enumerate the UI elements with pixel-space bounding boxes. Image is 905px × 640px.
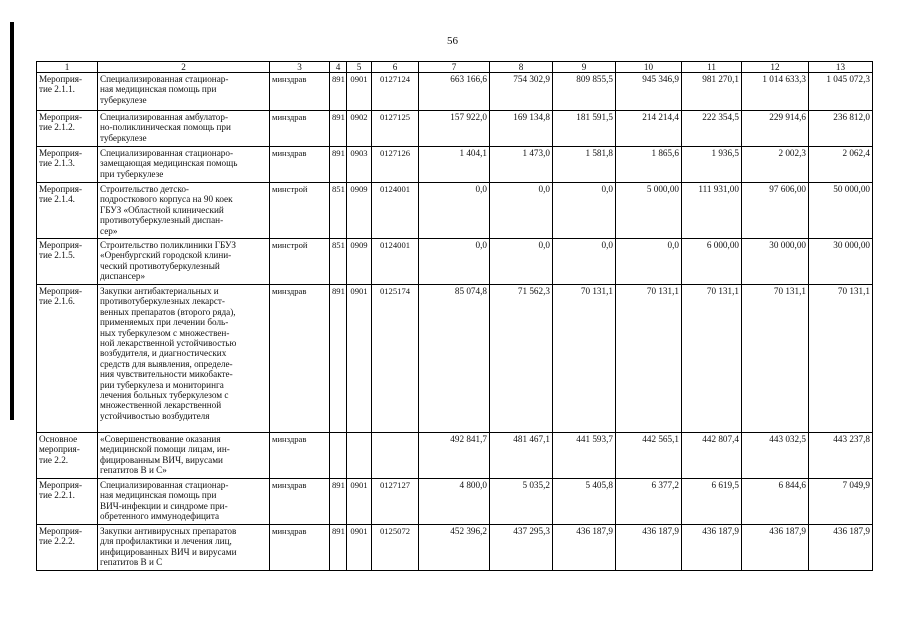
header-cell: 4 — [330, 62, 347, 73]
table-row — [37, 111, 873, 147]
table-row — [37, 73, 873, 111]
funding-value-cell: 436 187,9 — [616, 525, 682, 571]
executor-cell: минстрой — [270, 239, 330, 285]
funding-value-cell: 5 405,8 — [553, 479, 616, 525]
funding-value-cell: 436 187,9 — [809, 525, 873, 571]
header-cell: 1 — [37, 62, 98, 73]
funding-value-cell: 6 844,6 — [742, 479, 809, 525]
funding-value-cell: 236 812,0 — [809, 111, 873, 147]
header-cell: 8 — [490, 62, 553, 73]
header-row — [37, 62, 873, 73]
funding-value-cell: 1 014 633,3 — [742, 73, 809, 111]
header-cell: 6 — [372, 62, 419, 73]
measure-name-cell: Закупки антивирусных препаратов для профилактики и лечения лиц, инфицированных ВИЧ и вирусами гепатитов В и С — [98, 525, 270, 571]
measure-name-cell: Строительство поликлиники ГБУЗ «Оренбургский городской клини- ческий противотуберкулезный диспансер» — [98, 239, 270, 285]
funding-value-cell: 70 131,1 — [809, 285, 873, 433]
target-article-cell: 0127124 — [372, 73, 419, 111]
measure-code-cell: Мероприя- тие 2.1.3. — [37, 147, 98, 183]
page-number: 56 — [447, 35, 458, 47]
executor-cell: минстрой — [270, 183, 330, 239]
funding-value-cell: 5 000,00 — [616, 183, 682, 239]
funding-value-cell: 1 404,1 — [419, 147, 490, 183]
measure-code-cell: Мероприя- тие 2.1.2. — [37, 111, 98, 147]
target-article-cell: 0127125 — [372, 111, 419, 147]
table-row — [37, 285, 873, 433]
section-code-cell: 0903 — [347, 147, 372, 183]
measure-code-cell: Мероприя- тие 2.1.6. — [37, 285, 98, 433]
funding-value-cell: 214 214,4 — [616, 111, 682, 147]
budget-table — [36, 61, 873, 571]
funding-value-cell: 809 855,5 — [553, 73, 616, 111]
funding-value-cell: 30 000,00 — [742, 239, 809, 285]
header-cell: 2 — [98, 62, 270, 73]
measure-code-cell: Основное мероприя- тие 2.2. — [37, 433, 98, 479]
funding-value-cell: 70 131,1 — [616, 285, 682, 433]
table-body — [37, 62, 873, 571]
table-row — [37, 183, 873, 239]
grbs-code-cell: 891 — [330, 147, 347, 183]
funding-value-cell: 436 187,9 — [553, 525, 616, 571]
header-cell: 5 — [347, 62, 372, 73]
executor-cell: минздрав — [270, 285, 330, 433]
grbs-code-cell: 891 — [330, 479, 347, 525]
funding-value-cell: 0,0 — [419, 239, 490, 285]
header-cell: 3 — [270, 62, 330, 73]
measure-code-cell: Мероприя- тие 2.1.5. — [37, 239, 98, 285]
section-code-cell: 0901 — [347, 525, 372, 571]
section-code-cell — [347, 433, 372, 479]
section-code-cell: 0901 — [347, 285, 372, 433]
funding-value-cell: 443 032,5 — [742, 433, 809, 479]
funding-value-cell: 4 800,0 — [419, 479, 490, 525]
funding-value-cell: 1 045 072,3 — [809, 73, 873, 111]
table-row — [37, 525, 873, 571]
funding-value-cell: 50 000,00 — [809, 183, 873, 239]
target-article-cell: 0125174 — [372, 285, 419, 433]
grbs-code-cell: 851 — [330, 183, 347, 239]
funding-value-cell: 0,0 — [553, 183, 616, 239]
funding-value-cell: 70 131,1 — [742, 285, 809, 433]
target-article-cell: 0124001 — [372, 239, 419, 285]
funding-value-cell: 30 000,00 — [809, 239, 873, 285]
header-cell: 10 — [616, 62, 682, 73]
funding-value-cell: 157 922,0 — [419, 111, 490, 147]
funding-value-cell: 0,0 — [490, 183, 553, 239]
measure-name-cell: Специализированная стационар- ная медицинская помощь при туберкулезе — [98, 73, 270, 111]
grbs-code-cell: 851 — [330, 239, 347, 285]
funding-value-cell: 5 035,2 — [490, 479, 553, 525]
funding-value-cell: 436 187,9 — [742, 525, 809, 571]
section-code-cell: 0909 — [347, 183, 372, 239]
measure-name-cell: Специализированная стационар- ная медицинская помощь при ВИЧ-инфекции и синдроме при- обретенного иммунодефицита — [98, 479, 270, 525]
funding-value-cell: 492 841,7 — [419, 433, 490, 479]
measure-code-cell: Мероприя- тие 2.1.4. — [37, 183, 98, 239]
funding-value-cell: 436 187,9 — [682, 525, 742, 571]
funding-value-cell: 442 565,1 — [616, 433, 682, 479]
binding-mark — [10, 22, 14, 420]
funding-value-cell: 222 354,5 — [682, 111, 742, 147]
table-row — [37, 147, 873, 183]
measure-name-cell: Закупки антибактериальных и противотуберкулезных лекарст- венных препаратов (второго ряда), применяемых при лечении боль- ных туберкулезом с множествен- ной лекарственной устойчивостью возбудителя, и диагностических средств для выявления, определе- ния чувствительности микобакте- рии туберкулеза и мониторинга лечения больных туберкулезом с множественной лекарственной устойчивостью возбудителя — [98, 285, 270, 433]
target-article-cell: 0127126 — [372, 147, 419, 183]
table-row — [37, 239, 873, 285]
funding-value-cell: 2 002,3 — [742, 147, 809, 183]
header-cell: 12 — [742, 62, 809, 73]
measure-name-cell: «Совершенствование оказания медицинской помощи лицам, ин- фицированным ВИЧ, вирусами гепатитов В и С» — [98, 433, 270, 479]
funding-value-cell: 0,0 — [553, 239, 616, 285]
funding-value-cell: 981 270,1 — [682, 73, 742, 111]
section-code-cell: 0901 — [347, 479, 372, 525]
section-code-cell: 0902 — [347, 111, 372, 147]
header-cell: 9 — [553, 62, 616, 73]
funding-value-cell: 181 591,5 — [553, 111, 616, 147]
funding-value-cell: 2 062,4 — [809, 147, 873, 183]
funding-value-cell: 71 562,3 — [490, 285, 553, 433]
funding-value-cell: 442 807,4 — [682, 433, 742, 479]
measure-code-cell: Мероприя- тие 2.2.2. — [37, 525, 98, 571]
executor-cell: минздрав — [270, 525, 330, 571]
grbs-code-cell: 891 — [330, 285, 347, 433]
funding-value-cell: 437 295,3 — [490, 525, 553, 571]
funding-value-cell: 111 931,00 — [682, 183, 742, 239]
measure-code-cell: Мероприя- тие 2.1.1. — [37, 73, 98, 111]
header-cell: 11 — [682, 62, 742, 73]
grbs-code-cell: 891 — [330, 111, 347, 147]
funding-value-cell: 169 134,8 — [490, 111, 553, 147]
table-row — [37, 479, 873, 525]
grbs-code-cell — [330, 433, 347, 479]
funding-value-cell: 1 865,6 — [616, 147, 682, 183]
funding-value-cell: 1 581,8 — [553, 147, 616, 183]
funding-value-cell: 70 131,1 — [553, 285, 616, 433]
measure-code-cell: Мероприя- тие 2.2.1. — [37, 479, 98, 525]
measure-name-cell: Строительство детско- подросткового корпуса на 90 коек ГБУЗ «Областной клинический противотуберкулезный диспан- сер» — [98, 183, 270, 239]
target-article-cell: 0124001 — [372, 183, 419, 239]
funding-value-cell: 85 074,8 — [419, 285, 490, 433]
funding-value-cell: 6 377,2 — [616, 479, 682, 525]
funding-value-cell: 97 606,00 — [742, 183, 809, 239]
table-row — [37, 433, 873, 479]
grbs-code-cell: 891 — [330, 73, 347, 111]
funding-value-cell: 441 593,7 — [553, 433, 616, 479]
executor-cell: минздрав — [270, 111, 330, 147]
target-article-cell — [372, 433, 419, 479]
target-article-cell: 0127127 — [372, 479, 419, 525]
funding-value-cell: 0,0 — [616, 239, 682, 285]
funding-value-cell: 945 346,9 — [616, 73, 682, 111]
funding-value-cell: 7 049,9 — [809, 479, 873, 525]
header-cell: 7 — [419, 62, 490, 73]
funding-value-cell: 443 237,8 — [809, 433, 873, 479]
funding-value-cell: 452 396,2 — [419, 525, 490, 571]
section-code-cell: 0909 — [347, 239, 372, 285]
funding-value-cell: 229 914,6 — [742, 111, 809, 147]
executor-cell: минздрав — [270, 433, 330, 479]
funding-value-cell: 0,0 — [490, 239, 553, 285]
header-cell: 13 — [809, 62, 873, 73]
executor-cell: минздрав — [270, 479, 330, 525]
funding-value-cell: 0,0 — [419, 183, 490, 239]
funding-value-cell: 6 619,5 — [682, 479, 742, 525]
executor-cell: минздрав — [270, 73, 330, 111]
funding-value-cell: 6 000,00 — [682, 239, 742, 285]
measure-name-cell: Специализированная стационаро- замещающая медицинская помощь при туберкулезе — [98, 147, 270, 183]
funding-value-cell: 70 131,1 — [682, 285, 742, 433]
funding-value-cell: 481 467,1 — [490, 433, 553, 479]
executor-cell: минздрав — [270, 147, 330, 183]
funding-value-cell: 1 473,0 — [490, 147, 553, 183]
target-article-cell: 0125072 — [372, 525, 419, 571]
funding-value-cell: 663 166,6 — [419, 73, 490, 111]
section-code-cell: 0901 — [347, 73, 372, 111]
measure-name-cell: Специализированная амбулатор- но-поликлиническая помощь при туберкулезе — [98, 111, 270, 147]
funding-value-cell: 754 302,9 — [490, 73, 553, 111]
grbs-code-cell: 891 — [330, 525, 347, 571]
funding-value-cell: 1 936,5 — [682, 147, 742, 183]
